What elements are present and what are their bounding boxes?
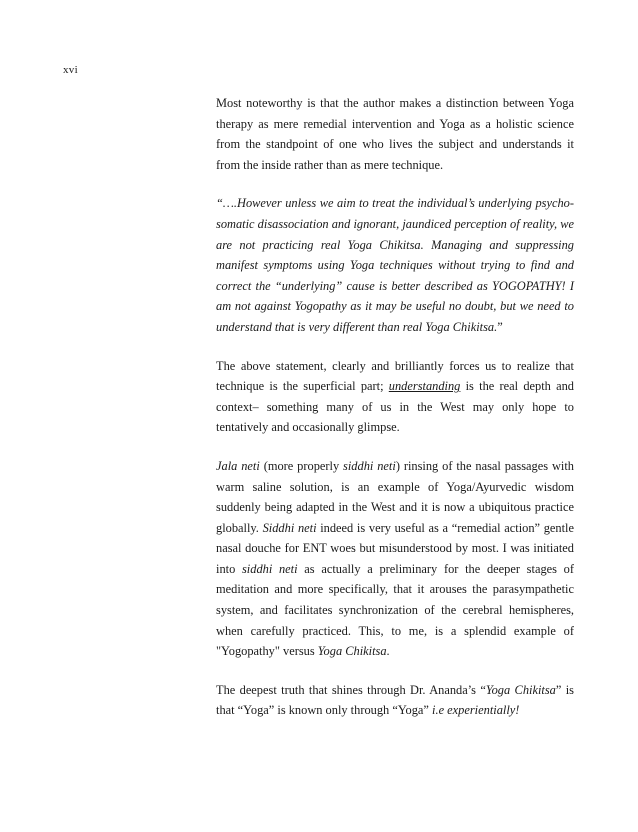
paragraph-jala-neti: [216, 456, 574, 662]
text-run: i.e experientially!: [432, 703, 520, 718]
text-run: “….However unless we aim to treat the individual’s underlying psycho-somatic disassociation and ignorant, jaundiced perception of reality, we are not practicing real Yoga Chikitsa. Managing and suppressing manifest symptoms using Yoga techniques without trying to find and correct the “underlying” cause is better described as YOGOPATHY! I am not against Yogopathy as it may be useful no doubt, but we need to understand that is very different than real Yoga Chikitsa.: [216, 196, 574, 334]
text-run: Yoga Chikitsa: [485, 682, 556, 697]
text-run: The above statement, clearly and brilliantly forces us to realize that technique is the superficial part;: [216, 358, 574, 394]
text-run: siddhi neti: [241, 561, 298, 576]
paragraph-statement-analysis: [216, 356, 574, 438]
text-run: indeed is very useful as a “remedial action” gentle nasal douche for ENT woes but misunderstood by most. I was initiated into: [216, 520, 574, 576]
text-run: (more properly: [259, 458, 344, 473]
text-run: ) rinsing of the nasal passages with warm saline solution, is an example of Yoga/Ayurvedic wisdom suddenly being adapted in the West and it is now a ubiquitous practice globally.: [216, 458, 574, 535]
text-run: siddhi neti: [343, 458, 396, 473]
paragraph-author-distinction: [216, 93, 574, 175]
text-run: ”: [497, 319, 503, 334]
page-number: xvi: [63, 64, 78, 76]
page-body: [216, 93, 574, 739]
text-run: ” is that “Yoga” is known only through “Yoga”: [216, 682, 574, 718]
text-run: is the real depth and context– something many of us in the West may only hope to tentatively and occasionally glimpse.: [216, 379, 574, 435]
text-run: The deepest truth that shines through Dr. Ananda’s “: [216, 682, 486, 697]
text-run: Most noteworthy is that the author makes a distinction between Yoga therapy as mere remedial intervention and Yoga as a holistic science from the standpoint of one who lives the subject and understands it from the inside rather than as mere technique.: [216, 96, 574, 172]
text-run: .: [386, 644, 390, 659]
text-run: Siddhi neti: [262, 520, 317, 535]
text-run: Jala neti: [216, 458, 260, 473]
text-run: as actually a preliminary for the deeper stages of meditation and more specifically, that it arouses the parasympathetic system, and facilitates synchronization of the cerebral hemispheres, when carefully practiced. This, to me, is a splendid example of "Yogopathy" versus: [216, 561, 574, 659]
paragraph-quotation: [216, 193, 574, 337]
text-run: understanding: [388, 379, 461, 394]
paragraph-deepest-truth: [216, 680, 574, 721]
text-run: Yoga Chikitsa: [317, 644, 387, 659]
